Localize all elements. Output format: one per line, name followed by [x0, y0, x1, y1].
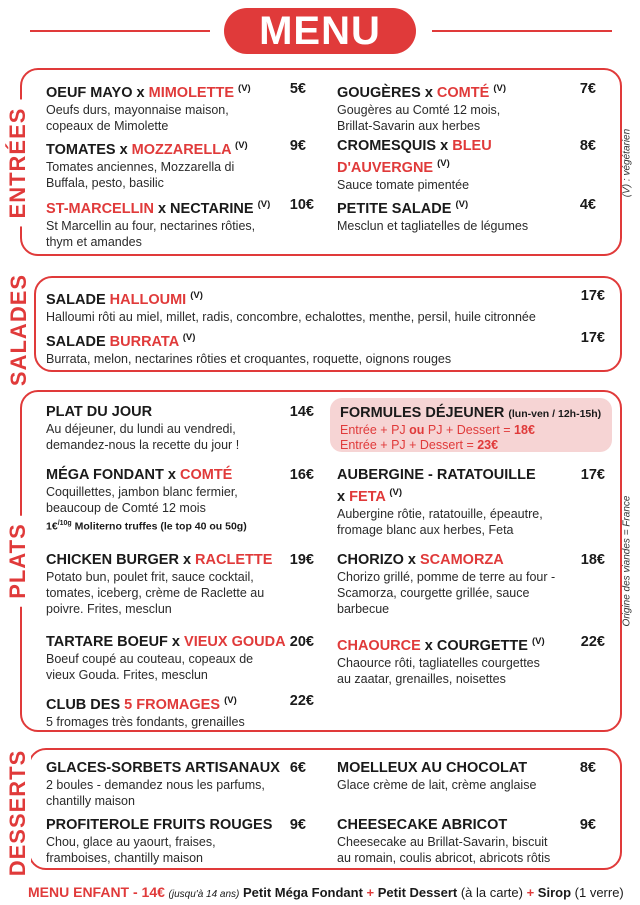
menu-item-oeuf-mayo: OEUF MAYO x MIMOLETTE $^{(V)}$ Oeufs durs, mayonnaise maison, copeaux de Mimolette [46, 83, 251, 133]
header-line-right [432, 30, 612, 32]
menu-item-chicken-burger: CHICKEN BURGER x RACLETTE Potato bun, poulet frit, sauce cocktail, tomates, iceberg, crème de Raclette au poivre. Frites, mesclun [46, 552, 273, 616]
menu-item-st-marcellin: ST-MARCELLIN x NECTARINE $^{(V)}$ St Marcellin au four, nectarines rôties, thym et amandes [46, 199, 271, 249]
price: 22€ [289, 693, 314, 709]
price: 8€ [579, 760, 596, 776]
price: 17€ [580, 288, 605, 304]
price: 16€ [289, 467, 314, 483]
menu-item-glaces-sorbets: GLACES-SORBETS ARTISANAUX 2 boules - demandez nous les parfums, chantilly maison [46, 760, 280, 808]
price: 14€ [289, 404, 314, 420]
price: 7€ [579, 81, 596, 97]
price: 22€ [580, 634, 605, 650]
price: 4€ [579, 197, 596, 213]
menu-item-salade-halloumi: SALADE HALLOUMI $^{(V)}$ Halloumi rôti au miel, millet, radis, concombre, echalottes, menthe, persil, huile citronnée [46, 290, 536, 324]
veg-note: (V) : végétarien [621, 128, 633, 198]
menu-item-aubergine: AUBERGINE - RATATOUILLE x FETA $^{(V)}$ Aubergine rôtie, ratatouille, épeautre, fromage blanc aux herbes, Feta [337, 467, 543, 537]
menu-item-chorizo: CHORIZO x SCAMORZA Chorizo grillé, pomme de terre au four - Scamorza, courgette grillée, sauce barbecue [337, 552, 556, 616]
price: 8€ [579, 138, 596, 154]
page-title: MENU [224, 8, 416, 54]
origin-note: Origine des viandes = France [621, 495, 633, 627]
formules-dejeuner-box: FORMULES DÉJEUNER (lun-ven / 12h-15h) Entrée + PJ ou PJ + Dessert = 18€ Entrée + PJ + Dessert = 23€ [330, 398, 612, 452]
menu-item-gougeres: GOUGÈRES x COMTÉ $^{(V)}$ Gougères au Comté 12 mois, Brillat-Savarin aux herbes [337, 83, 506, 133]
menu-item-profiterole: PROFITEROLE FRUITS ROUGES Chou, glace au yaourt, fraises, framboises, chantilly maison [46, 817, 273, 865]
price: 18€ [580, 552, 605, 568]
price: 20€ [289, 634, 314, 650]
price: 19€ [289, 552, 314, 568]
section-title-salades: SALADES [6, 266, 32, 394]
price: 17€ [580, 467, 605, 483]
price: 6€ [289, 760, 306, 776]
price: 9€ [289, 138, 306, 154]
menu-item-plat-du-jour: PLAT DU JOUR Au déjeuner, du lundi au vendredi, demandez-nous la recette du jour ! [46, 404, 240, 452]
menu-item-club-5-fromages: CLUB DES 5 FROMAGES $^{(V)}$ 5 fromages très fondants, grenailles [46, 695, 245, 729]
price: 10€ [289, 197, 314, 213]
menu-item-salade-burrata: SALADE BURRATA $^{(V)}$ Burrata, melon, nectarines rôties et croquantes, roquette, oignons rouges [46, 332, 452, 366]
menu-enfant-line: MENU ENFANT - 14€ (jusqu'à 14 ans) Petit Méga Fondant + Petit Dessert (à la carte) + Sirop (1 verre) [28, 884, 624, 900]
price: 17€ [580, 330, 605, 346]
menu-item-moelleux-chocolat: MOELLEUX AU CHOCOLAT Glace crème de lait, crème anglaise [337, 760, 537, 792]
price: 9€ [579, 817, 596, 833]
menu-item-cheesecake-abricot: CHEESECAKE ABRICOT Cheesecake au Brillat-Savarin, biscuit au romain, coulis abricot, abricots rôtis [337, 817, 551, 865]
menu-item-cromesquis: CROMESQUIS x BLEU D'AUVERGNE $^{(V)}$ Sauce tomate pimentée [337, 138, 492, 192]
menu-item-petite-salade: PETITE SALADE $^{(V)}$ Mesclun et tagliatelles de légumes [337, 199, 529, 233]
header-line-left [30, 30, 210, 32]
section-title-plats: PLATS [5, 515, 31, 606]
menu-item-tomates: TOMATES x MOZZARELLA $^{(V)}$ Tomates anciennes, Mozzarella di Buffala, pesto, basilic [46, 140, 248, 190]
menu-item-chaource: CHAOURCE x COURGETTE $^{(V)}$ Chaource rôti, tagliatelles courgettes au zaatar, grenailles, noisettes [337, 636, 545, 686]
menu-item-mega-fondant: MÉGA FONDANT x COMTÉ Coquillettes, jambon blanc fermier, beaucoup de Comté 12 mois 1€$^{/10g}$ Moliterno truffes (le top 40 ou 50g) [46, 467, 247, 533]
section-title-entrees: ENTRÉES [5, 100, 31, 227]
price: 5€ [289, 81, 306, 97]
menu-item-tartare-boeuf: TARTARE BOEUF x VIEUX GOUDA Boeuf coupé au couteau, copeaux de vieux Gouda. Frites, mesclun [46, 634, 286, 682]
price: 9€ [289, 817, 306, 833]
section-title-desserts: DESSERTS [5, 742, 31, 885]
